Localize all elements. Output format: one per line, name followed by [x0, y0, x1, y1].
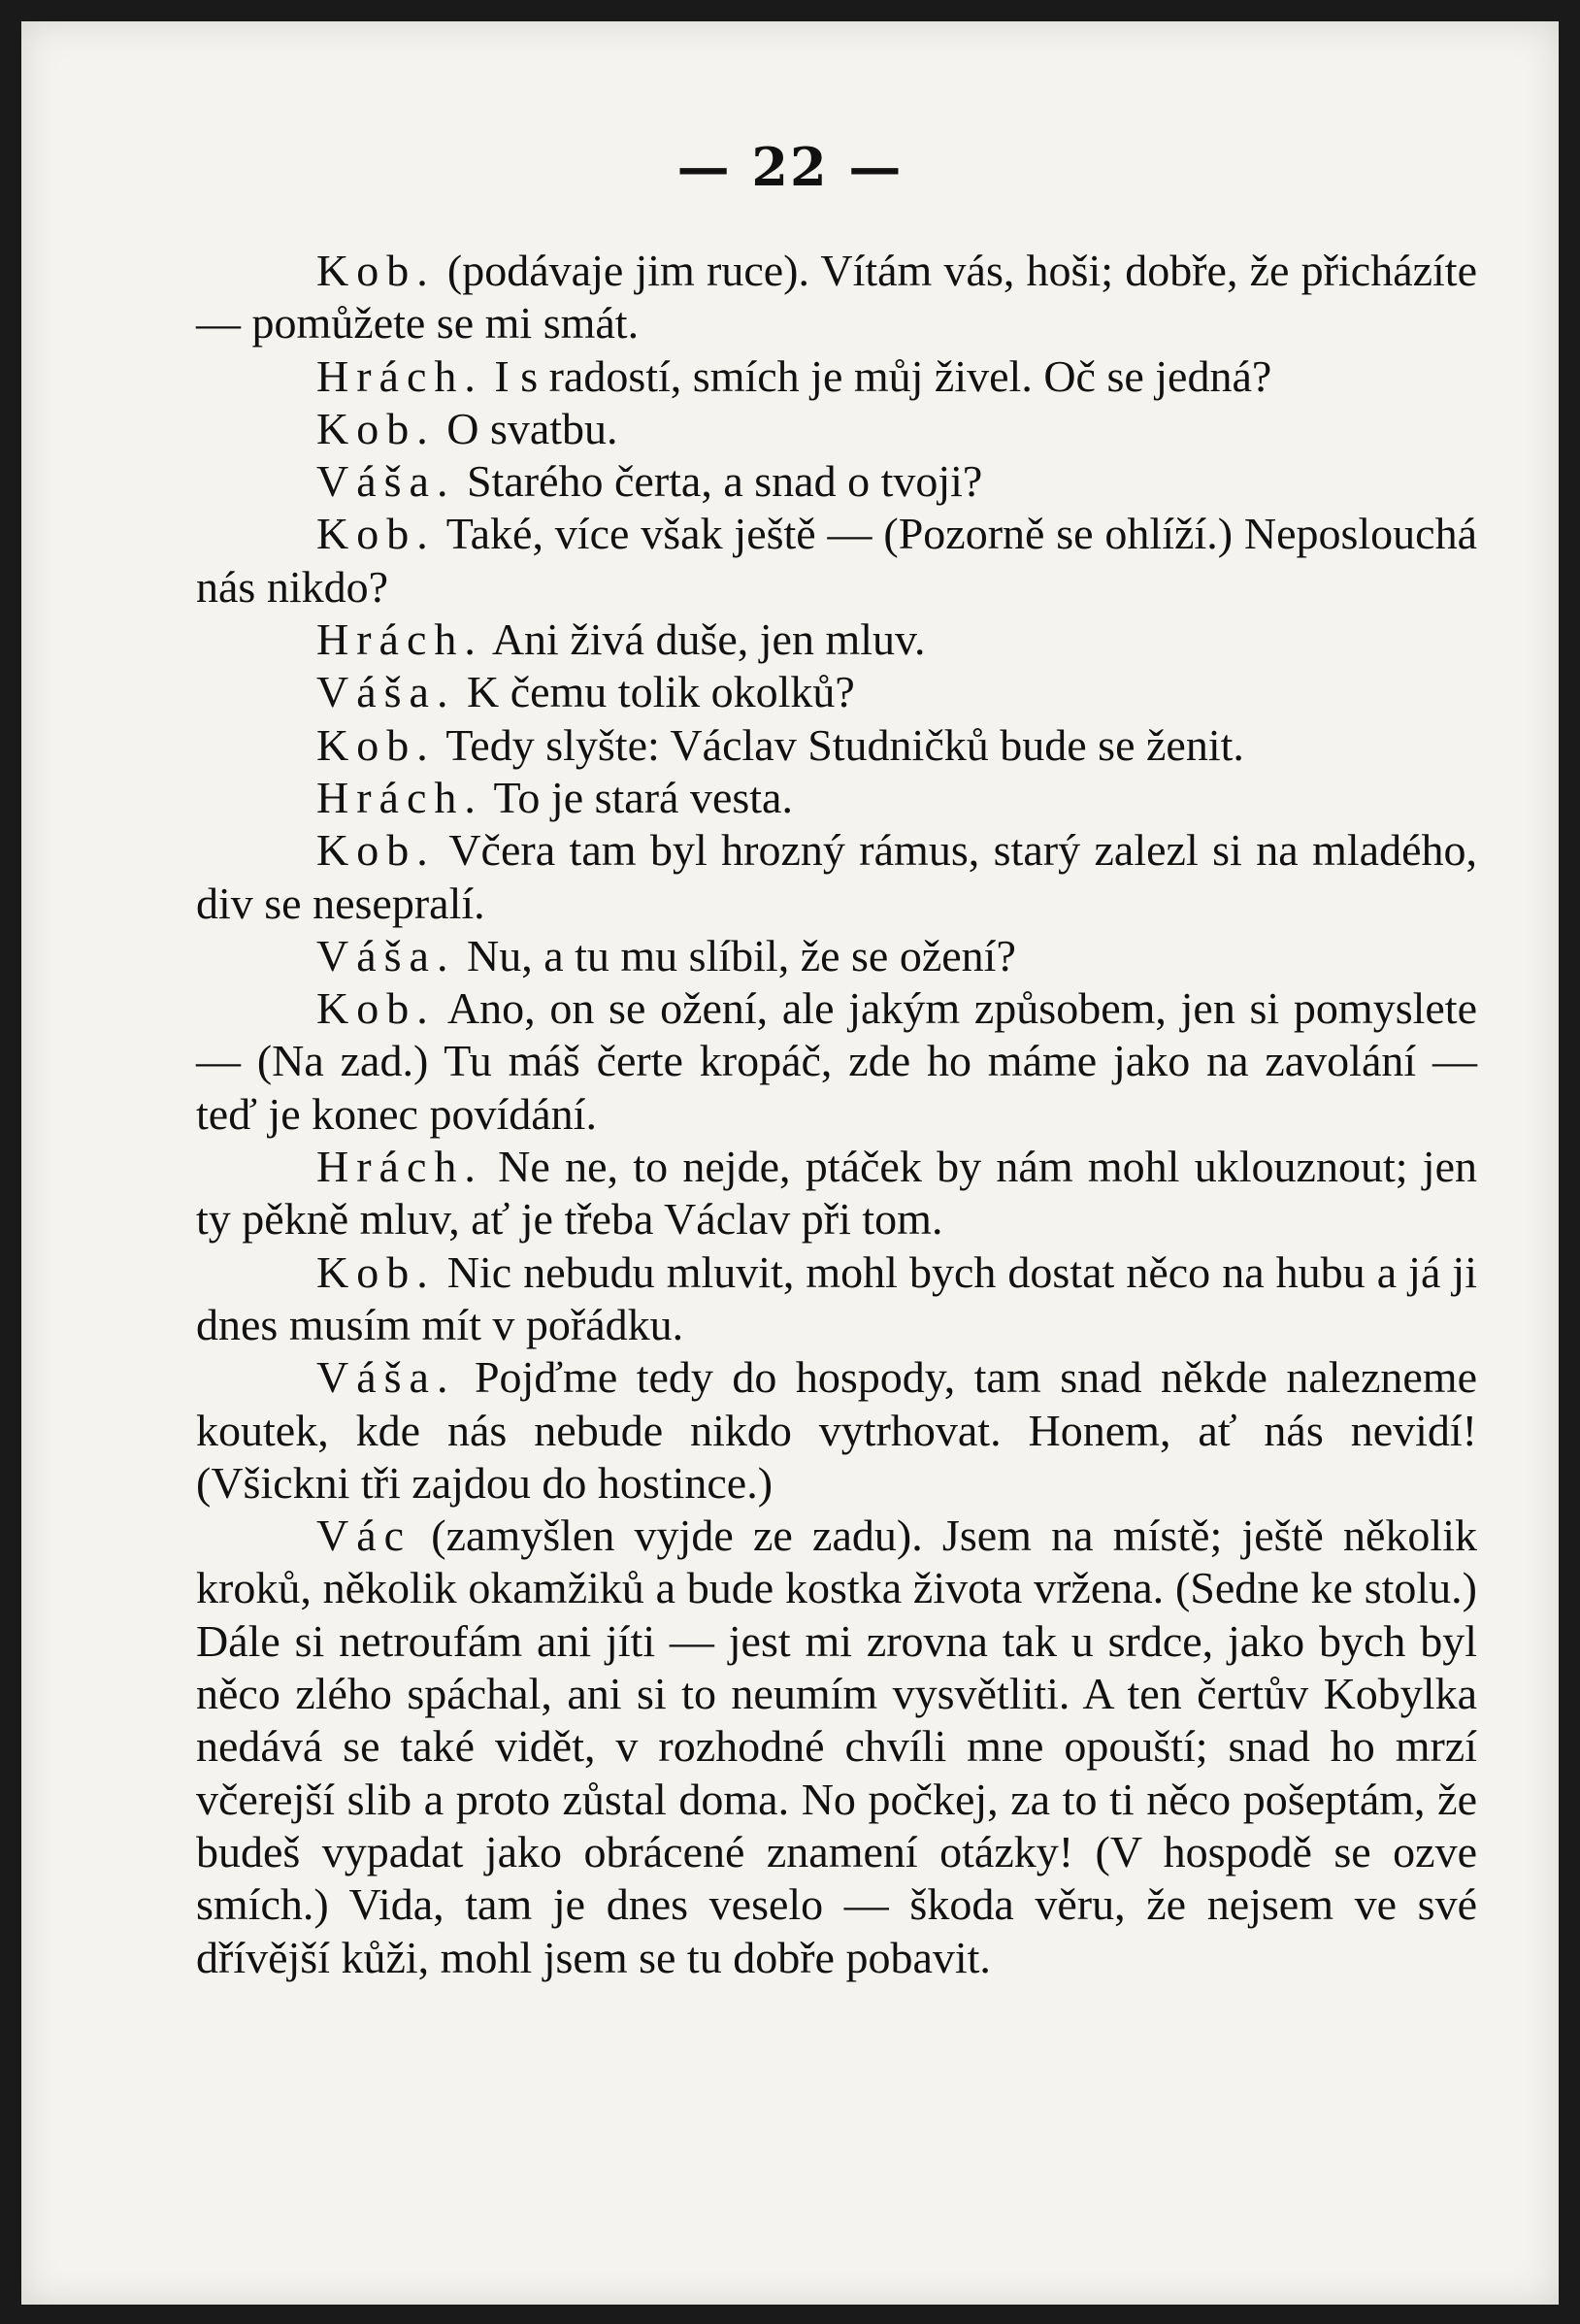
dialogue-paragraph: [196, 455, 1477, 508]
dialogue-text: Pojďme tedy do hospody, tam snad někde nalezneme koutek, kde nás nebude nikdo vytrhovat. Honem, ať nás nevidí! (Všickni tři zajdou do hostince.): [196, 1352, 1477, 1508]
speaker-name: Hrách.: [316, 350, 483, 401]
dialogue-text: Ne ne, to nejde, ptáček by nám mohl uklouznout; jen ty pěkně mluv, ať je třeba Václav při tom.: [196, 1142, 1477, 1245]
dialogue-text: K čemu tolik okolků?: [455, 667, 855, 717]
page-number: — 22 —: [676, 136, 904, 198]
dialogue-text: Také, více však ještě — (Pozorně se ohlíží.) Neposlouchá nás nikdo?: [196, 509, 1477, 612]
dialogue-paragraph: [196, 508, 1477, 614]
speaker-name: Váša.: [316, 930, 456, 980]
dialogue-paragraph: [196, 614, 1477, 666]
speaker-name: Kob.: [316, 1246, 436, 1297]
dialogue-paragraph: [196, 403, 1477, 455]
dialogue-text: Starého čerta, a snad o tvoji?: [455, 456, 983, 507]
dialogue-text: (zamyšlen vyjde ze zadu). Jsem na místě; ještě několik kroků, několik okamžiků a bude kostka života vržena. (Sedne ke stolu.) Dále si netroufám ani jíti — jest mi zrovna tak u srdce, jako bych byl něco zlého spáchal, ani si to neumím vysvětliti. A ten čertův Kobylka nedává se také vidět, v rozhodné chvíli mne opouští; snad ho mrzí včerejší slib a proto zůstal doma. No počkej, za to ti něco pošeptám, že budeš vypadat jako obrácené znamení otázky! (V hospodě se ozve smích.) Vida, tam je dnes veselo — škoda věru, že nejsem ve své dřívější kůži, mohl jsem se tu dobře pobavit.: [196, 1511, 1477, 1982]
speaker-name: Váša.: [316, 667, 456, 717]
dialogue-paragraph: [196, 824, 1477, 930]
dialogue-text: Ani živá duše, jen mluv.: [482, 614, 926, 665]
dialogue-paragraph: [196, 772, 1477, 824]
dialogue-paragraph: [196, 1246, 1477, 1352]
speaker-name: Hrách.: [316, 772, 483, 822]
dialogue-text: Včera tam byl hrozný rámus, starý zalezl si na mladého, div se nesepralí.: [196, 825, 1477, 928]
dialogue-paragraph: [196, 1351, 1477, 1510]
page-text: [196, 245, 1477, 1984]
dialogue-text: Nic nebudu mluvit, mohl bych dostat něco na hubu a já ji dnes musím mít v pořádku.: [196, 1246, 1477, 1349]
speaker-name: Kob.: [316, 719, 436, 770]
dialogue-paragraph: [196, 666, 1477, 718]
dialogue-paragraph: [196, 930, 1477, 982]
speaker-name: Kob.: [316, 403, 436, 453]
speaker-name: Kob.: [316, 509, 436, 559]
dialogue-paragraph: [196, 982, 1477, 1141]
speaker-name: Váša.: [316, 1352, 456, 1403]
speaker-name: Vác: [316, 1511, 412, 1561]
dialogue-text: I s radostí, smích je můj živel. Oč se jedná?: [482, 350, 1272, 401]
dialogue-paragraph: [196, 350, 1477, 403]
dialogue-text: To je stará vesta.: [482, 772, 793, 822]
dialogue-text: (podávaje jim ruce). Vítám vás, hoši; dobře, že přicházíte — pomůžete se mi smát.: [196, 246, 1477, 349]
dialogue-text: Ano, on se ožení, ale jakým způsobem, jen si pomyslete — (Na zad.) Tu máš čerte kropáč, zde ho máme jako na zavolání — teď je konec povídání.: [196, 983, 1477, 1139]
dialogue-text: Nu, a tu mu slíbil, že se ožení?: [455, 930, 1016, 980]
dialogue-paragraph: [196, 1141, 1477, 1246]
dialogue-paragraph: [196, 1510, 1477, 1984]
dialogue-text: O svatbu.: [435, 403, 618, 453]
speaker-name: Kob.: [316, 825, 436, 876]
speaker-name: Kob.: [316, 983, 436, 1034]
speaker-name: Váša.: [316, 456, 456, 507]
speaker-name: Hrách.: [316, 614, 483, 665]
speaker-name: Hrách.: [316, 1142, 483, 1192]
dialogue-paragraph: [196, 245, 1477, 350]
book-page: [21, 21, 1559, 2305]
dialogue-paragraph: [196, 719, 1477, 772]
speaker-name: Kob.: [316, 246, 436, 295]
dialogue-text: Tedy slyšte: Václav Studničků bude se ženit.: [435, 719, 1244, 770]
